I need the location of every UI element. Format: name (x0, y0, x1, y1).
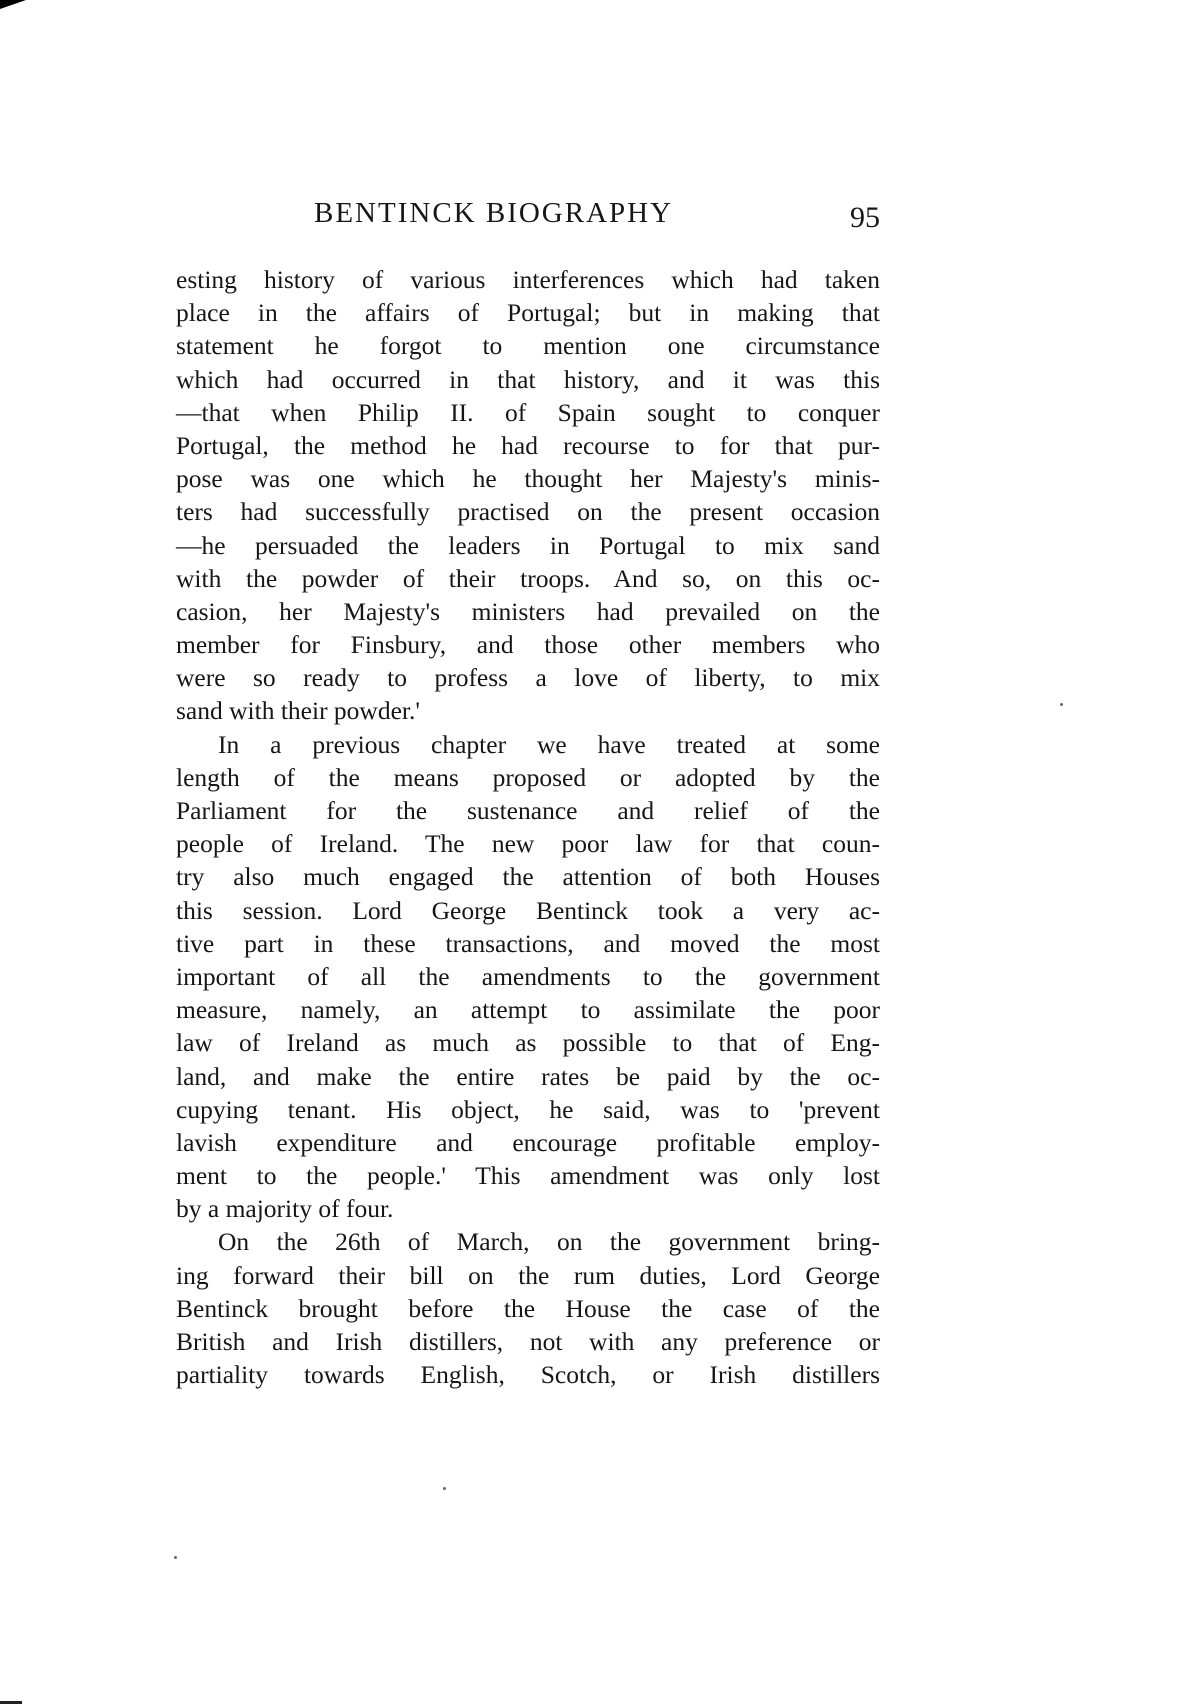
scan-corner-mark (0, 0, 26, 9)
text-line: tive part in these transactions, and moved the most (176, 928, 880, 958)
text-line: esting history of various interferences which had taken (176, 265, 880, 294)
text-line: British and Irish distillers, not with any preference or (176, 1327, 880, 1356)
text-line: pose was one which he thought her Majesty's minis- (176, 464, 880, 494)
text-line: people of Ireland. The new poor law for that coun- (176, 829, 880, 859)
text-line: were so ready to profess a love of liberty, to mix (176, 663, 880, 693)
text-line: On the 26th of March, on the government bring- (218, 1227, 880, 1257)
text-line: member for Finsbury, and those other members who (176, 630, 880, 660)
text-line: sand with their powder.' (176, 696, 420, 726)
page-header (176, 197, 880, 237)
text-line: ment to the people.' This amendment was only lost (176, 1161, 880, 1191)
running-title: BENTINCK BIOGRAPHY (314, 197, 674, 229)
page-number: 95 (850, 201, 880, 234)
text-line: lavish expenditure and encourage profitable employ- (176, 1127, 880, 1157)
text-line: —he persuaded the leaders in Portugal to mix sand (176, 530, 880, 560)
text-line: place in the affairs of Portugal; but in making that (176, 298, 880, 328)
text-line: In a previous chapter we have treated at some (218, 729, 880, 759)
text-line: cupying tenant. His object, he said, was to 'prevent (176, 1094, 880, 1124)
text-line: law of Ireland as much as possible to that of Eng- (176, 1028, 880, 1058)
text-line: ters had successfully practised on the present occasion (176, 497, 880, 527)
text-line: this session. Lord George Bentinck took a very ac- (176, 895, 880, 925)
scan-speck (1060, 703, 1063, 706)
text-line: Bentinck brought before the House the case of the (176, 1293, 880, 1323)
text-line: with the powder of their troops. And so, on this oc- (176, 563, 880, 593)
text-line: by a majority of four. (176, 1194, 394, 1224)
scan-speck (443, 1487, 446, 1490)
text-line: length of the means proposed or adopted by the (176, 762, 880, 792)
text-line: which had occurred in that history, and it was this (176, 364, 880, 394)
body-text (176, 263, 880, 1391)
text-line: try also much engaged the attention of both Houses (176, 862, 880, 892)
text-line: measure, namely, an attempt to assimilate the poor (176, 995, 880, 1025)
text-line: partiality towards English, Scotch, or Irish distillers (176, 1360, 880, 1390)
text-line: statement he forgot to mention one circumstance (176, 331, 880, 361)
text-line: —that when Philip II. of Spain sought to conquer (176, 397, 880, 427)
text-line: Portugal, the method he had recourse to for that pur- (176, 430, 880, 460)
text-line: casion, her Majesty's ministers had prevailed on the (176, 596, 880, 626)
text-line: ing forward their bill on the rum duties, Lord George (176, 1260, 880, 1290)
text-line: Parliament for the sustenance and relief of the (176, 796, 880, 825)
text-line: land, and make the entire rates be paid by the oc- (176, 1061, 880, 1091)
scan-speck (174, 1556, 177, 1559)
text-line: important of all the amendments to the government (176, 961, 880, 991)
